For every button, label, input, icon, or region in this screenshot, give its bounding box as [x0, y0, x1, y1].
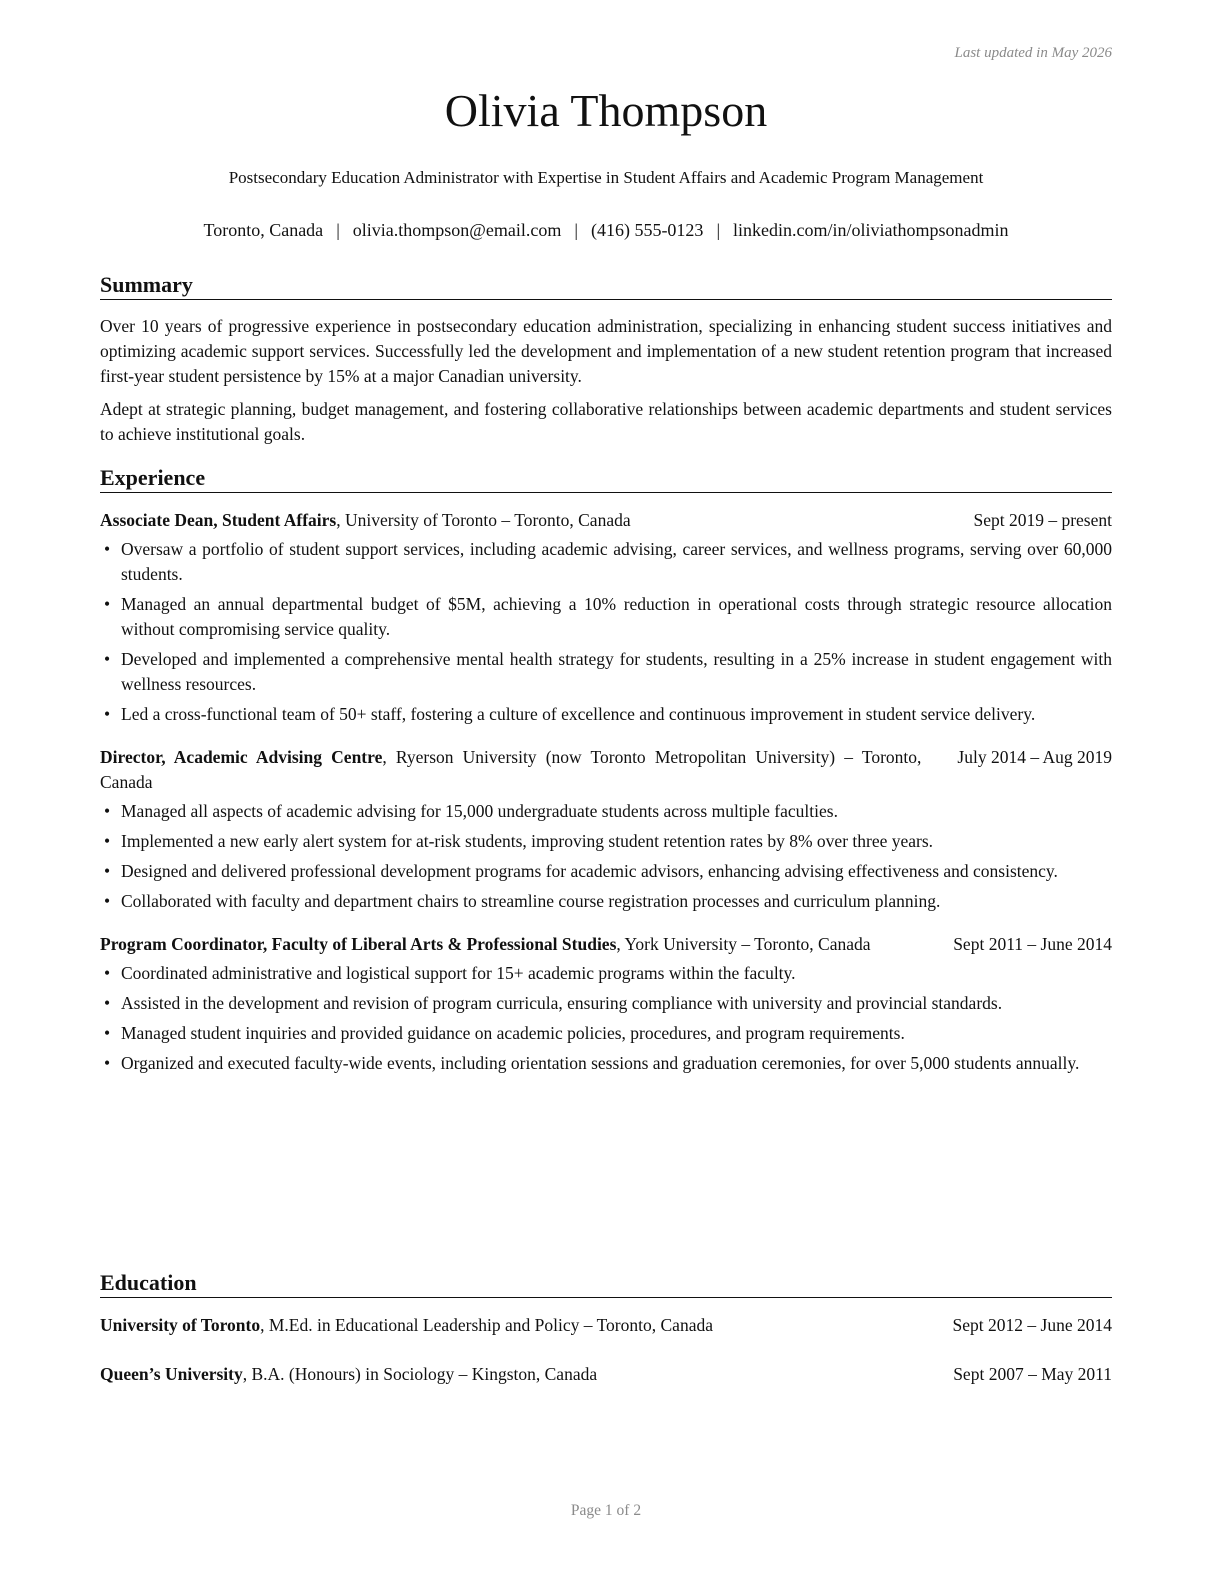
bullet-icon: •: [104, 1053, 111, 1073]
summary-paragraph: Adept at strategic planning, budget management, and fostering collaborative relationships between academic departments and student services to achieve institutional goals.: [100, 399, 1112, 444]
list-item: • Organized and executed faculty-wide events, including orientation sessions and graduation ceremonies, for over 5,000 students annually.: [100, 1051, 1112, 1076]
job-dates: Sept 2011 – June 2014: [953, 934, 1112, 954]
education-dates: Sept 2007 – May 2011: [953, 1364, 1112, 1384]
bullet-icon: •: [104, 1023, 111, 1043]
education-entry: [100, 1362, 1112, 1387]
job-role: Associate Dean, Student Affairs: [100, 510, 337, 530]
contact-line: [100, 220, 1112, 241]
resume-page: [100, 0, 1112, 1584]
list-item: • Developed and implemented a comprehensive mental health strategy for students, resulting in a 25% increase in student engagement with wellness resources.: [104, 649, 1112, 694]
job-bullet-list: [100, 799, 1112, 914]
job-dates: Sept 2019 – present: [973, 510, 1112, 530]
education-entry: [100, 1313, 1112, 1338]
section-title-experience: Experience: [100, 464, 1112, 493]
candidate-name: Olivia Thompson: [444, 85, 768, 136]
bullet-icon: •: [104, 704, 111, 724]
page-number: Page 1 of 2: [570, 1502, 642, 1519]
job-organization: , Ryerson University (now Toronto Metropolitan University) – Toronto, Canada: [100, 747, 922, 792]
bullet-icon: •: [104, 993, 111, 1013]
contact-separator: |: [574, 220, 578, 240]
bullet-icon: •: [104, 649, 111, 669]
bullet-icon: •: [104, 801, 111, 821]
entry-title: [100, 932, 917, 957]
list-item: • Coordinated administrative and logistical support for 15+ academic programs within the faculty.: [100, 961, 1112, 986]
contact-phone[interactable]: (416) 555-0123: [590, 220, 704, 240]
entry-title: [100, 745, 921, 795]
bullet-icon: •: [104, 861, 111, 881]
bullet-icon: •: [104, 594, 111, 614]
degree-details: , B.A. (Honours) in Sociology – Kingston, Canada: [242, 1364, 598, 1384]
candidate-headline: Postsecondary Education Administrator with Expertise in Student Affairs and Academic Program Management: [228, 168, 984, 187]
list-item: • Managed all aspects of academic advising for 15,000 undergraduate students across multiple faculties.: [100, 799, 1112, 824]
entry-title: [100, 508, 937, 533]
bullet-icon: •: [104, 831, 111, 851]
job-dates: July 2014 – Aug 2019: [957, 747, 1112, 767]
job-bullet-list: [100, 961, 1112, 1076]
school-name: University of Toronto: [100, 1315, 261, 1335]
experience-entry: [100, 508, 1112, 727]
list-item: • Managed student inquiries and provided guidance on academic policies, procedures, and program requirements.: [100, 1021, 1112, 1046]
job-organization: , York University – Toronto, Canada: [616, 934, 871, 954]
list-item: • Managed an annual departmental budget of $5M, achieving a 10% reduction in operational costs through strategic resource allocation without compromising service quality.: [104, 594, 1112, 639]
summary-section: [100, 271, 1112, 447]
contact-email-link[interactable]: olivia.thompson@email.com: [352, 220, 562, 240]
job-bullet-list: [100, 537, 1112, 727]
list-item: • Collaborated with faculty and department chairs to streamline course registration processes and curriculum planning.: [100, 889, 1112, 914]
education-title: [100, 1313, 713, 1338]
contact-linkedin-link[interactable]: linkedin.com/in/oliviathompsonadmin: [733, 220, 1009, 240]
last-updated-note: Last updated in May 2026: [954, 45, 1112, 61]
experience-section: [100, 464, 1112, 1081]
education-section: [100, 1269, 1112, 1387]
degree-details: , M.Ed. in Educational Leadership and Policy – Toronto, Canada: [260, 1315, 713, 1335]
entry-header: [100, 932, 1112, 957]
list-item: • Led a cross-functional team of 50+ staff, fostering a culture of excellence and continuous improvement in student service delivery.: [100, 702, 1112, 727]
job-role: Program Coordinator, Faculty of Liberal Arts & Professional Studies: [100, 934, 617, 954]
contact-separator: |: [716, 220, 721, 240]
list-item: • Implemented a new early alert system for at-risk students, improving student retention rates by 8% over three years.: [100, 829, 1112, 854]
contact-location: Toronto, Canada: [203, 220, 324, 240]
contact-separator: |: [336, 220, 340, 240]
school-name: Queen’s University: [100, 1364, 243, 1384]
education-dates: Sept 2012 – June 2014: [952, 1315, 1112, 1335]
experience-entry: [100, 745, 1112, 914]
bullet-icon: •: [104, 963, 111, 983]
entry-header: [100, 508, 1112, 533]
bullet-icon: •: [104, 891, 111, 911]
experience-entry: [100, 932, 1112, 1076]
entry-header: [100, 745, 1112, 795]
education-title: [100, 1362, 597, 1387]
list-item: • Designed and delivered professional development programs for academic advisors, enhancing advising effectiveness and consistency.: [100, 859, 1112, 884]
bullet-icon: •: [104, 539, 111, 559]
section-title-education: Education: [100, 1269, 1112, 1298]
job-role: Director, Academic Advising Centre: [100, 747, 383, 767]
list-item: • Assisted in the development and revision of program curricula, ensuring compliance with university and provincial standards.: [100, 991, 1112, 1016]
section-title-summary: Summary: [100, 271, 1112, 300]
summary-paragraph: Over 10 years of progressive experience in postsecondary education administration, specializing in enhancing student success initiatives and optimizing academic support services. Successfully led the development and implementation of a new student retention program that increased first-year student persistence by 15% at a major Canadian university.: [100, 316, 1112, 386]
job-organization: , University of Toronto – Toronto, Canada: [336, 510, 631, 530]
list-item: • Oversaw a portfolio of student support services, including academic advising, career services, and wellness programs, serving over 60,000 students.: [104, 539, 1112, 584]
